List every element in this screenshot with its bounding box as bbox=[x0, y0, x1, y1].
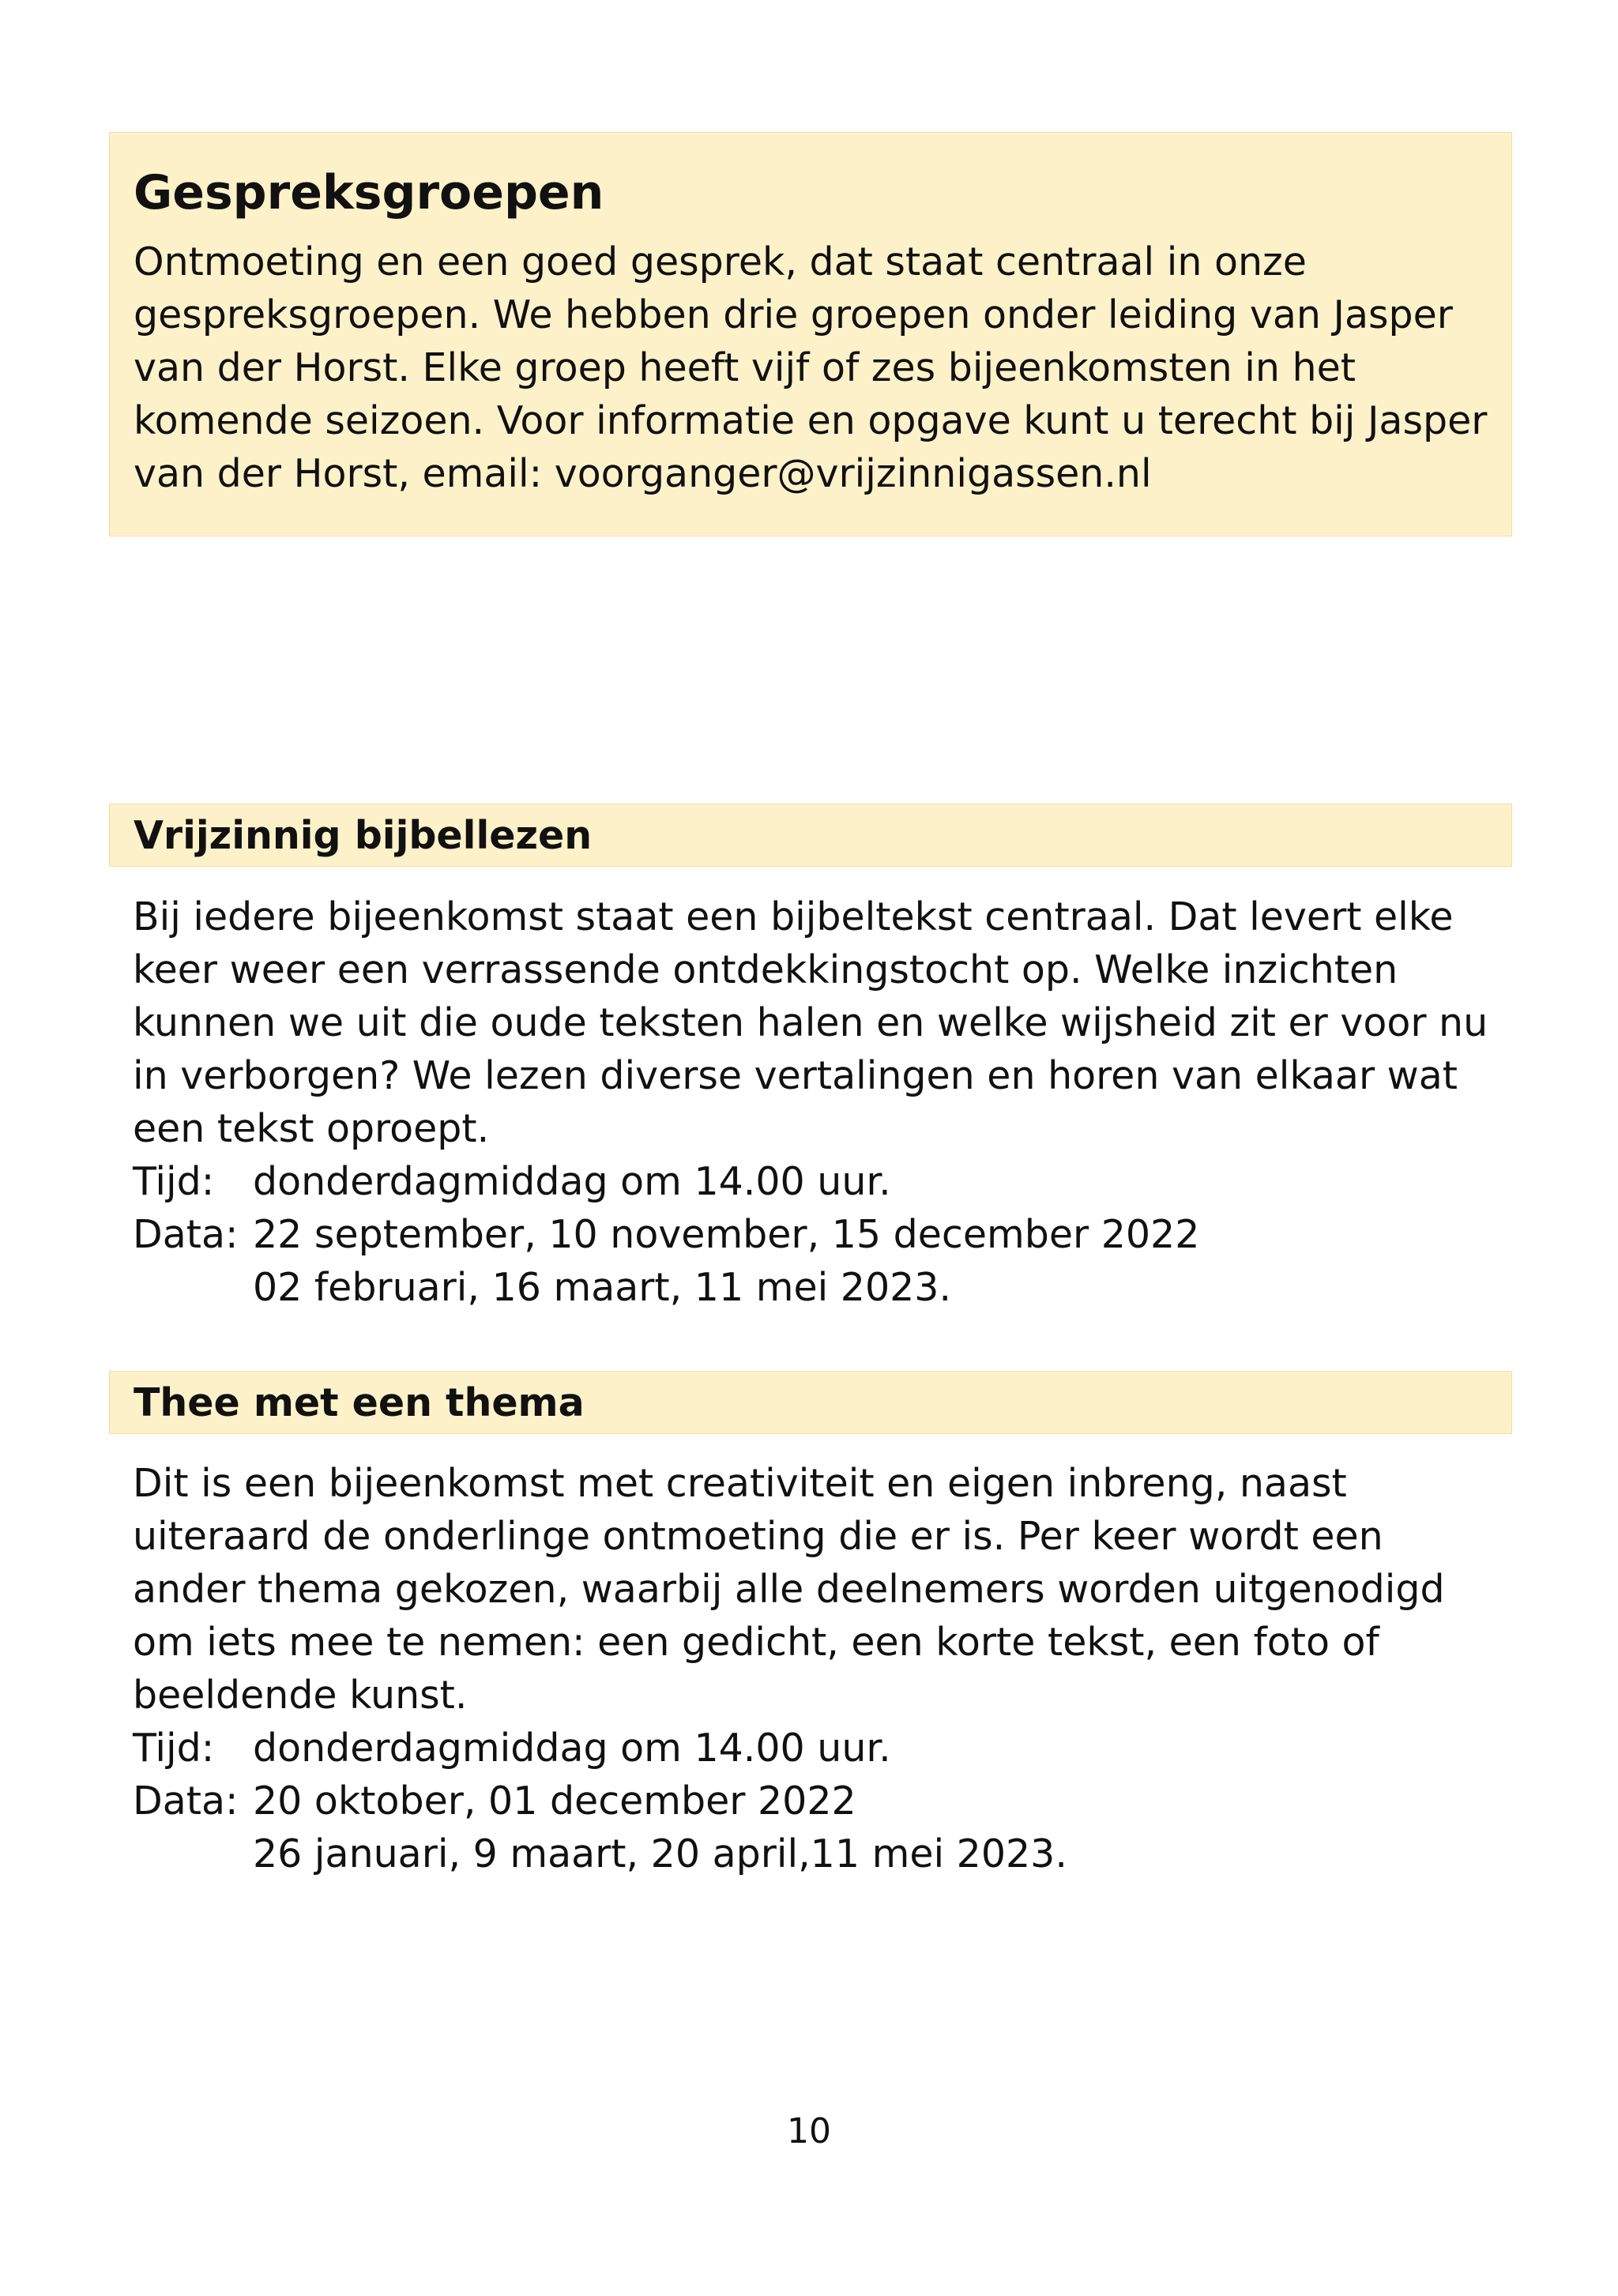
gespreksgroepen-title: Gespreksgroepen bbox=[134, 165, 604, 220]
tijd-label: Tijd: bbox=[133, 1726, 215, 1771]
data-label-spacer bbox=[133, 1261, 253, 1314]
bijbellezen-header bbox=[109, 804, 1512, 867]
thee-data-row-2 bbox=[133, 1827, 1507, 1880]
data-label: Data: bbox=[133, 1212, 239, 1257]
thee-section bbox=[133, 1457, 1507, 1880]
bijbellezen-tijd-row bbox=[133, 1155, 1507, 1208]
thee-header bbox=[109, 1371, 1512, 1434]
data-label: Data: bbox=[133, 1778, 239, 1824]
thee-title: Thee met een thema bbox=[134, 1379, 585, 1425]
data-value-line1: 22 september, 10 november, 15 december 2022 bbox=[253, 1212, 1200, 1257]
bijbellezen-data-row bbox=[133, 1208, 1507, 1261]
thee-tijd-row bbox=[133, 1722, 1507, 1775]
data-label-spacer bbox=[133, 1827, 253, 1880]
page-number: 10 bbox=[787, 2111, 831, 2151]
bijbellezen-text: Bij iedere bijeenkomst staat een bijbeltekst centraal. Dat levert elke keer weer een verrassende ontdekkingstocht op. Welke inzichten kunnen we uit die oude teksten halen en welke wijsheid zit er voor nu in verborgen? We lezen diverse vertalingen en horen van elkaar wat een tekst oproept. bbox=[133, 894, 1488, 1151]
gespreksgroepen-box bbox=[109, 132, 1512, 536]
bijbellezen-data-row-2 bbox=[133, 1261, 1507, 1314]
thee-text: Dit is een bijeenkomst met creativiteit en eigen inbreng, naast uiteraard de onderlinge ontmoeting die er is. Per keer wordt een ander thema gekozen, waarbij alle deelnemers worden uitgenodigd om iets mee te nemen: een gedicht, een korte tekst, een foto of beeldende kunst. bbox=[133, 1461, 1445, 1718]
data-value-line2: 02 februari, 16 maart, 11 mei 2023. bbox=[253, 1265, 952, 1310]
data-value-line1: 20 oktober, 01 december 2022 bbox=[253, 1778, 856, 1824]
thee-data-row bbox=[133, 1775, 1507, 1827]
tijd-value: donderdagmiddag om 14.00 uur. bbox=[253, 1159, 891, 1204]
tijd-value: donderdagmiddag om 14.00 uur. bbox=[253, 1726, 891, 1771]
gespreksgroepen-text: Ontmoeting en een goed gesprek, dat staat centraal in onze gespreksgroepen. We hebben drie groepen onder leiding van Jasper van der Horst. Elke groep heeft vijf of zes bijeenkomsten in het komende seizoen. Voor informatie en opgave kunt u terecht bij Jasper van der Horst, email: voorganger@vrijzinnigassen.nl bbox=[134, 239, 1488, 496]
data-value-line2: 26 januari, 9 maart, 20 april,11 mei 2023. bbox=[253, 1831, 1067, 1876]
tijd-label: Tijd: bbox=[133, 1159, 215, 1204]
bijbellezen-title: Vrijzinnig bijbellezen bbox=[134, 812, 593, 858]
bijbellezen-section bbox=[133, 890, 1507, 1314]
